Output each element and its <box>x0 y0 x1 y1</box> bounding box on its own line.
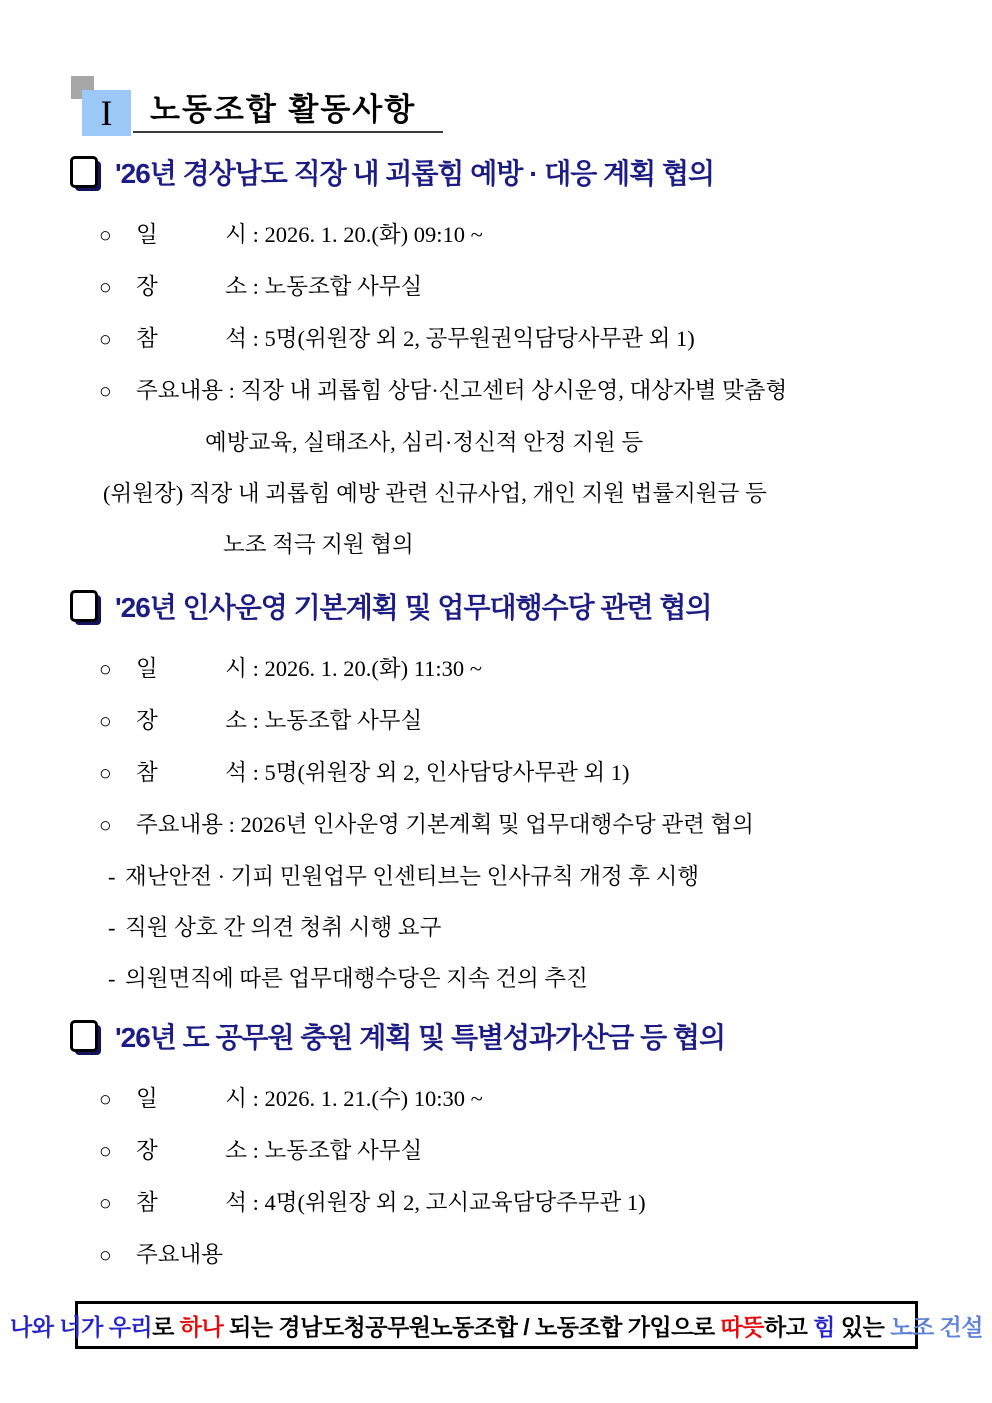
list-item <box>0 747 992 799</box>
circle-bullet-icon: ○ <box>99 1139 112 1163</box>
dash-bullet-icon: - <box>108 915 116 940</box>
list-item <box>0 209 992 261</box>
section-1-heading <box>70 152 992 192</box>
list-item-text: 직원 상호 간 의견 청취 시행 요구 <box>125 915 442 940</box>
list-item-text: 일 시 : 2026. 1. 20.(화) 09:10 ~ <box>136 222 483 247</box>
document-header <box>0 0 992 140</box>
list-item-text: 예방교육, 실태조사, 심리·정신적 안정 지원 등 <box>205 430 644 455</box>
circle-bullet-icon: ○ <box>99 657 112 681</box>
list-item <box>0 643 992 695</box>
list-item <box>0 313 992 365</box>
list-item-continuation <box>0 519 992 570</box>
section-2-title: '26년 인사운영 기본계획 및 업무대행수당 관련 협의 <box>115 592 712 623</box>
list-item <box>0 799 992 851</box>
list-item <box>0 695 992 747</box>
circle-bullet-icon: ○ <box>99 1243 112 1267</box>
section-3-body <box>0 1073 992 1281</box>
list-item <box>0 1125 992 1177</box>
list-item-text: 의원면직에 따른 업무대행수당은 지속 건의 추진 <box>125 966 588 991</box>
section-2 <box>0 586 992 1004</box>
list-item-text: 노조 적극 지원 협의 <box>223 532 414 557</box>
dash-bullet-icon: - <box>108 864 116 889</box>
dash-bullet-icon: - <box>108 966 116 991</box>
list-item-text: 참 석 : 5명(위원장 외 2, 인사담당사무관 외 1) <box>136 760 630 785</box>
list-item-text: 재난안전 · 기피 민원업무 인센티브는 인사규칙 개정 후 시행 <box>125 864 700 889</box>
list-item-text: 주요내용 : 2026년 인사운영 기본계획 및 업무대행수당 관련 협의 <box>136 812 754 837</box>
circle-bullet-icon: ○ <box>99 1191 112 1215</box>
banner-text-segment: 있는 <box>834 1313 891 1340</box>
banner-text-segment: 따뜻 <box>720 1313 764 1340</box>
page-title: 노동조합 활동사항 <box>150 92 417 127</box>
banner-text-segment: 노조 건설 <box>890 1313 983 1340</box>
circle-bullet-icon: ○ <box>99 709 112 733</box>
section-1-title: '26년 경상남도 직장 내 괴롭힘 예방 · 대응 계획 협의 <box>115 158 715 189</box>
list-item <box>0 1073 992 1125</box>
title-underline <box>133 131 443 133</box>
banner-text-segment: 로 <box>152 1313 180 1340</box>
banner-text-segment: 힘 <box>813 1313 835 1340</box>
list-item-text: (위원장) 직장 내 괴롭힘 예방 관련 신규사업, 개인 지원 법률지원금 등 <box>103 481 767 506</box>
footer-banner <box>10 1301 983 1349</box>
list-item <box>0 365 992 417</box>
list-item-text: 주요내용 <box>136 1242 223 1267</box>
sub-list-item <box>0 851 992 902</box>
list-item <box>0 1229 992 1281</box>
circle-bullet-icon: ○ <box>99 761 112 785</box>
circle-bullet-icon: ○ <box>99 223 112 247</box>
banner-text-segment: 하고 <box>763 1313 814 1340</box>
list-item-text: 주요내용 : 직장 내 괴롭힘 상담·신고센터 상시운영, 대상자별 맞춤형 <box>136 378 788 403</box>
section-numeral: I <box>100 93 113 133</box>
banner-text-segment: 나와 너가 우리 <box>10 1313 153 1340</box>
list-item-text: 장 소 : 노동조합 사무실 <box>136 274 423 299</box>
circle-bullet-icon: ○ <box>99 813 112 837</box>
circle-bullet-icon: ○ <box>99 1087 112 1111</box>
list-item-text: 참 석 : 4명(위원장 외 2, 고시교육담당주무관 1) <box>136 1190 646 1215</box>
banner-text-segment: 하나 <box>179 1313 224 1340</box>
circle-bullet-icon: ○ <box>99 379 112 403</box>
square-bullet-icon <box>70 1020 98 1052</box>
circle-bullet-icon: ○ <box>99 275 112 299</box>
list-item <box>0 1177 992 1229</box>
square-bullet-icon <box>70 590 98 622</box>
list-item-continuation <box>0 417 992 468</box>
square-bullet-icon <box>70 156 98 188</box>
list-item <box>0 261 992 313</box>
list-item-text: 장 소 : 노동조합 사무실 <box>136 708 423 733</box>
list-item-text: 참 석 : 5명(위원장 외 2, 공무원권익담당사무관 외 1) <box>136 326 695 351</box>
list-item-remark <box>0 468 992 519</box>
circle-bullet-icon: ○ <box>99 327 112 351</box>
sub-list-item <box>0 953 992 1004</box>
section-3-heading <box>70 1016 992 1056</box>
section-3-title: '26년 도 공무원 충원 계획 및 특별성과가산금 등 협의 <box>115 1022 725 1053</box>
list-item-text: 일 시 : 2026. 1. 21.(수) 10:30 ~ <box>136 1086 483 1111</box>
banner-text-segment: 되는 경남도청공무원노동조합 / 노동조합 가입으로 <box>223 1313 721 1340</box>
section-1 <box>0 152 992 570</box>
section-3 <box>0 1016 992 1281</box>
section-1-body <box>0 209 992 570</box>
sub-list-item <box>0 902 992 953</box>
section-2-heading <box>70 586 992 626</box>
section-2-body <box>0 643 992 1004</box>
blue-square-numeral <box>82 90 131 136</box>
list-item-text: 일 시 : 2026. 1. 20.(화) 11:30 ~ <box>136 656 482 681</box>
list-item-text: 장 소 : 노동조합 사무실 <box>136 1138 423 1163</box>
